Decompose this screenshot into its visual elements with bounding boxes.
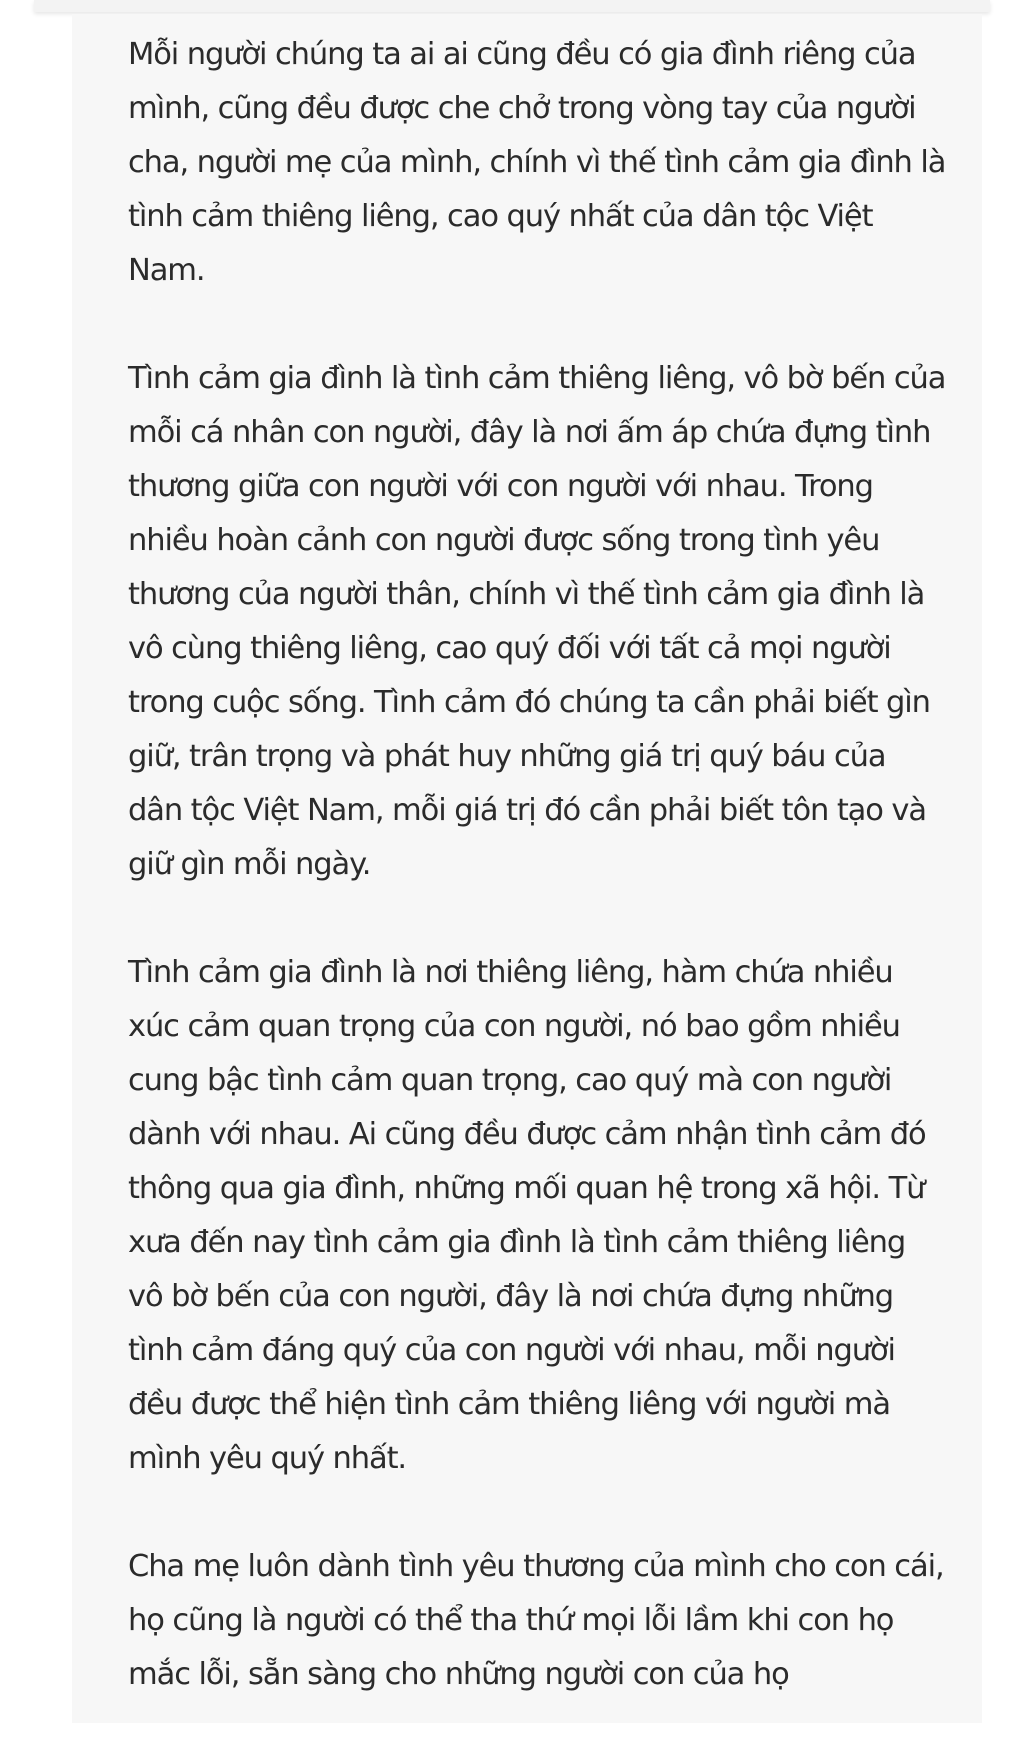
- article-paragraph-3: Tình cảm gia đình là nơi thiêng liêng, hàm chứa nhiều xúc cảm quan trọng của con người, nó bao gồm nhiều cung bậc tình cảm quan trọng, cao quý mà con người dành với nhau. Ai cũng đều được cảm nhận tình cảm đó thông qua gia đình, những mối quan hệ trong xã hội. Từ xưa đến nay tình cảm gia đình là tình cảm thiêng liêng vô bờ bến của con người, đây là nơi chứa đựng những tình cảm đáng quý của con người với nhau, mỗi người đều được thể hiện tình cảm thiêng liêng với người mà mình yêu quý nhất.: [128, 955, 926, 1476]
- article-paragraph-1: Mỗi người chúng ta ai ai cũng đều có gia đình riêng của mình, cũng đều được che chở trong vòng tay của người cha, người mẹ của mình, chính vì thế tình cảm gia đình là tình cảm thiêng liêng, cao quý nhất của dân tộc Việt Nam.: [128, 37, 946, 288]
- header-bar: [34, 0, 990, 12]
- article-paragraph-4: Cha mẹ luôn dành tình yêu thương của mình cho con cái, họ cũng là người có thể tha thứ mọi lỗi lầm khi con họ mắc lỗi, sẵn sàng cho những người con của họ: [128, 1549, 944, 1692]
- article-body: [128, 28, 948, 1756]
- article-container: [72, 14, 982, 1723]
- article-paragraph-2: Tình cảm gia đình là tình cảm thiêng liêng, vô bờ bến của mỗi cá nhân con người, đây là nơi ấm áp chứa đựng tình thương giữa con người với con người với nhau. Trong nhiều hoàn cảnh con người được sống trong tình yêu thương của người thân, chính vì thế tình cảm gia đình là vô cùng thiêng liêng, cao quý đối với tất cả mọi người trong cuộc sống. Tình cảm đó chúng ta cần phải biết gìn giữ, trân trọng và phát huy những giá trị quý báu của dân tộc Việt Nam, mỗi giá trị đó cần phải biết tôn tạo và giữ gìn mỗi ngày.: [128, 361, 946, 882]
